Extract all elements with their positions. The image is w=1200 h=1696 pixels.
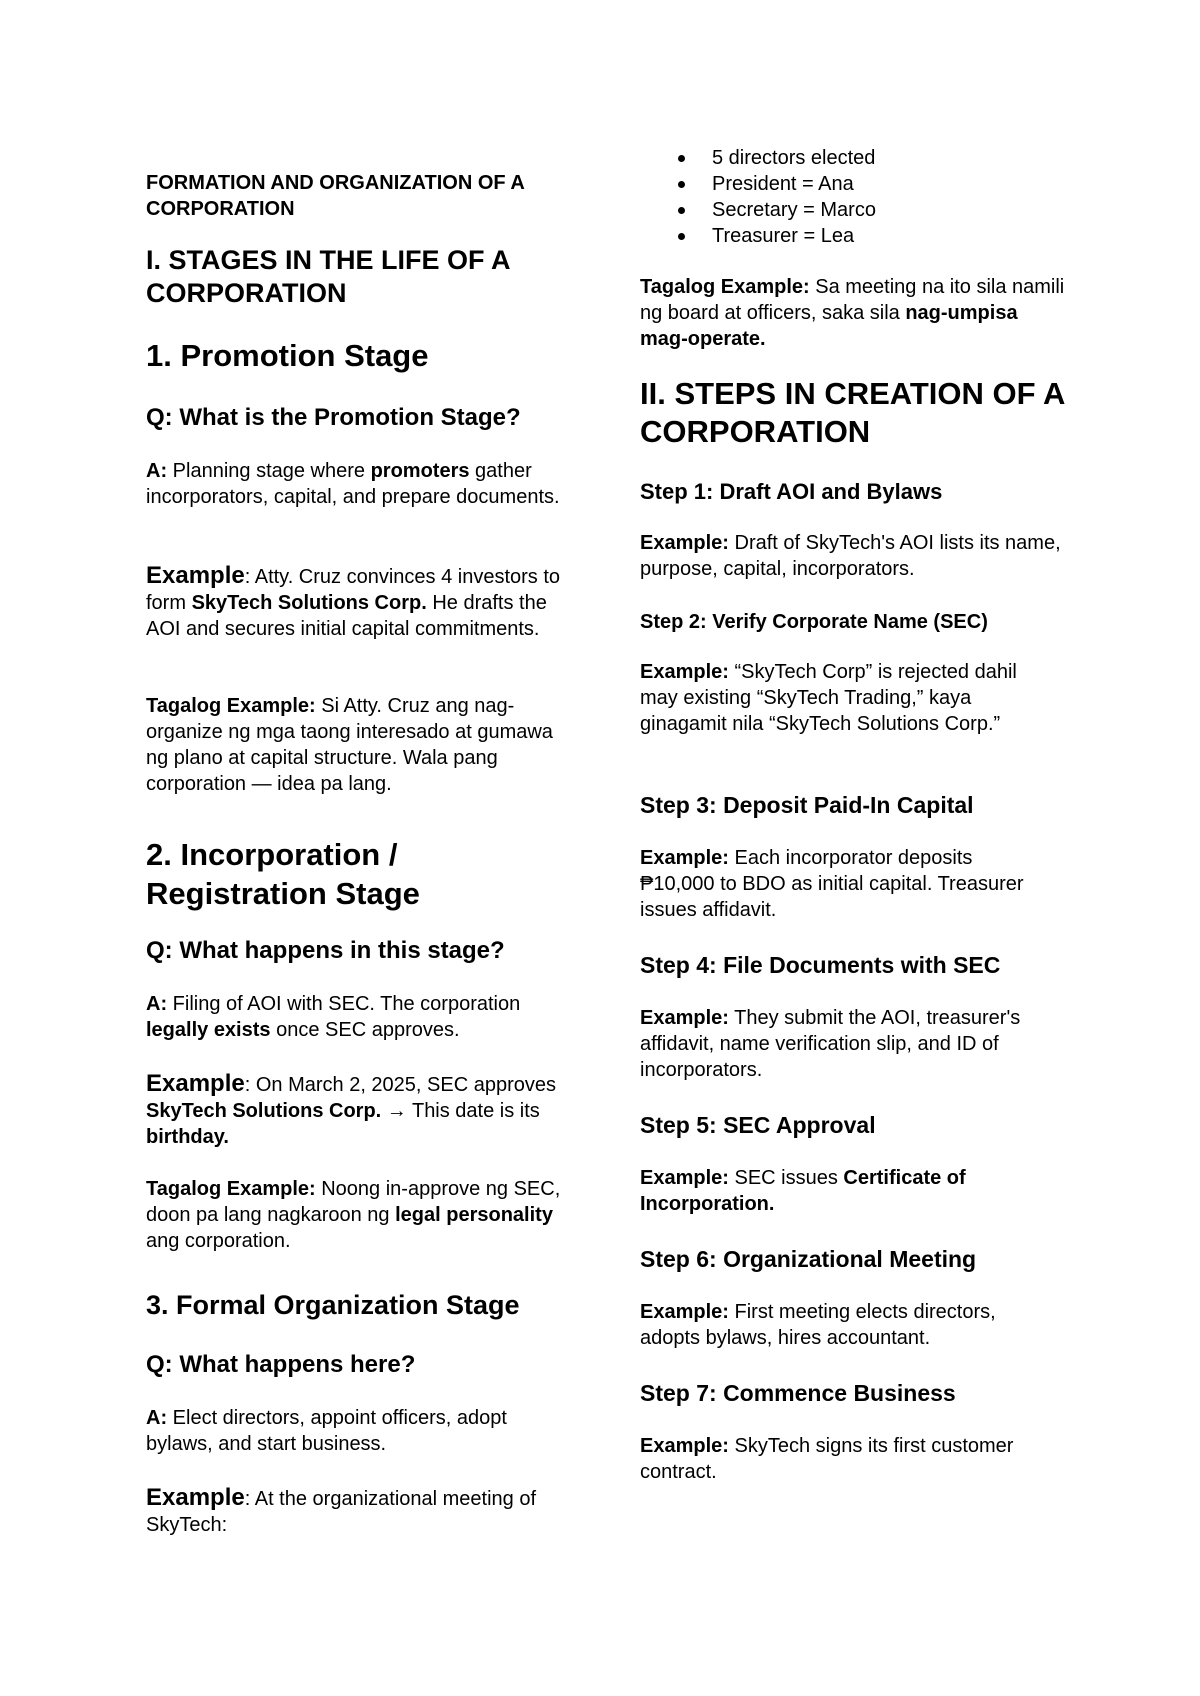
list-item: President = Ana bbox=[670, 171, 1070, 197]
step-6-heading: Step 6: Organizational Meeting bbox=[640, 1246, 977, 1272]
stage-3-heading: 3. Formal Organization Stage bbox=[146, 1290, 520, 1320]
stage-3-question: Q: What happens here? bbox=[146, 1351, 416, 1378]
stage-2-heading: 2. Incorporation / Registration Stage bbox=[146, 837, 420, 911]
document-title: FORMATION AND ORGANIZATION OF A CORPORATION bbox=[146, 172, 525, 220]
step-5-example: Example: SEC issues Certificate of Incorporation. bbox=[640, 1167, 966, 1215]
list-item: Secretary = Marco bbox=[670, 197, 1070, 223]
step-6-example: Example: First meeting elects directors, adopts bylaws, hires accountant. bbox=[640, 1301, 996, 1349]
section-2-heading: II. STEPS IN CREATION OF A CORPORATION bbox=[640, 376, 1065, 449]
officers-list bbox=[670, 145, 1070, 249]
step-2-heading: Step 2: Verify Corporate Name (SEC) bbox=[640, 611, 988, 633]
list-item: Treasurer = Lea bbox=[670, 223, 1070, 249]
step-1-example: Example: Draft of SkyTech's AOI lists its name, purpose, capital, incorporators. bbox=[640, 532, 1061, 580]
stage-1-tagalog-example: Tagalog Example: Si Atty. Cruz ang nag-organize ng mga taong interesado at gumawa ng plano at capital structure. Wala pang corporation — idea pa lang. bbox=[146, 695, 553, 795]
stage-1-example: Example: Atty. Cruz convinces 4 investors to form SkyTech Solutions Corp. He drafts the AOI and secures initial capital commitments. bbox=[146, 562, 561, 640]
stage-2-question: Q: What happens in this stage? bbox=[146, 937, 505, 964]
step-7-example: Example: SkyTech signs its first customer contract. bbox=[640, 1435, 1014, 1483]
step-4-heading: Step 4: File Documents with SEC bbox=[640, 952, 1001, 978]
stage-2-answer: A: Filing of AOI with SEC. The corporation legally exists once SEC approves. bbox=[146, 993, 521, 1041]
step-7-heading: Step 7: Commence Business bbox=[640, 1380, 956, 1406]
step-1-heading: Step 1: Draft AOI and Bylaws bbox=[640, 479, 943, 504]
step-3-example: Example: Each incorporator deposits ₱10,000 to BDO as initial capital. Treasurer issues affidavit. bbox=[640, 847, 1024, 921]
list-item: 5 directors elected bbox=[670, 145, 1070, 171]
stage-1-heading: 1. Promotion Stage bbox=[146, 338, 429, 373]
step-2-example: Example: “SkyTech Corp” is rejected dahil may existing “SkyTech Trading,” kaya ginagamit nila “SkyTech Solutions Corp.” bbox=[640, 661, 1017, 735]
stage-3-example: Example: At the organizational meeting of SkyTech: bbox=[146, 1484, 537, 1536]
step-3-heading: Step 3: Deposit Paid-In Capital bbox=[640, 792, 974, 818]
step-5-heading: Step 5: SEC Approval bbox=[640, 1112, 876, 1138]
stage-2-tagalog-example: Tagalog Example: Noong in-approve ng SEC, doon pa lang nagkaroon ng legal personality ang corporation. bbox=[146, 1178, 561, 1252]
stage-2-example: Example: On March 2, 2025, SEC approves SkyTech Solutions Corp. → This date is its birthday. bbox=[146, 1070, 556, 1148]
stage-3-tagalog-example: Tagalog Example: Sa meeting na ito sila namili ng board at officers, saka sila nag-umpisa mag-operate. bbox=[640, 276, 1065, 350]
section-1-heading: I. STAGES IN THE LIFE OF A CORPORATION bbox=[146, 245, 510, 308]
stage-1-question: Q: What is the Promotion Stage? bbox=[146, 404, 521, 431]
stage-1-answer: A: Planning stage where promoters gather incorporators, capital, and prepare documents. bbox=[146, 460, 560, 508]
step-4-example: Example: They submit the AOI, treasurer's affidavit, name verification slip, and ID of incorporators. bbox=[640, 1007, 1021, 1081]
stage-3-answer: A: Elect directors, appoint officers, adopt bylaws, and start business. bbox=[146, 1407, 507, 1455]
